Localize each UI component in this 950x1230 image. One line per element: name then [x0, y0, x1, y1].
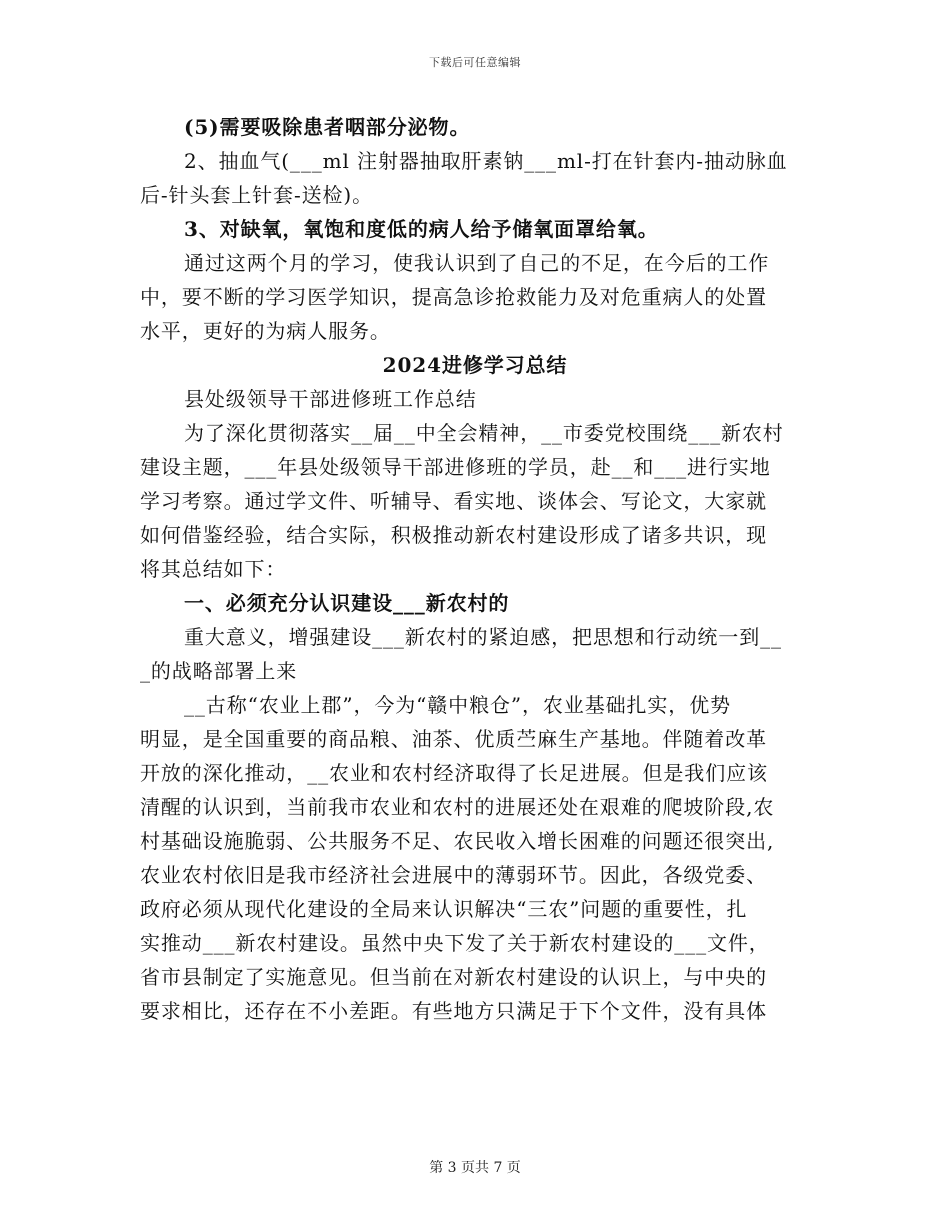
paragraph-line: 省市县制定了实施意见。但当前在对新农村建设的认识上，与中央的 — [140, 965, 767, 989]
paragraph-line: 中，要不断的学习医学知识，提高急诊抢救能力及对危重病人的处置 — [140, 285, 767, 309]
paragraph-line: 后-针头套上针套-送检)。 — [140, 183, 374, 207]
paragraph-line: 政府必须从现代化建设的全局来认识解决“三农”问题的重要性，扎 — [140, 897, 748, 921]
paragraph-line: 农业农村依旧是我市经济社会进展中的薄弱环节。因此，各级党委、 — [140, 863, 767, 887]
paragraph-line: 村基础设施脆弱、公共服务不足、农民收入增长困难的问题还很突出, — [140, 829, 775, 853]
page-header: 下载后可任意编辑 — [429, 56, 521, 69]
paragraph-line: 清醒的认识到，当前我市农业和农村的进展还处在艰难的爬坡阶段,农 — [140, 795, 775, 819]
document-body — [140, 110, 810, 1028]
section-heading-1: 一、必须充分认识建设___新农村的 — [184, 591, 510, 615]
paragraph-line: 实推动___新农村建设。虽然中央下发了关于新农村建设的___文件， — [140, 931, 770, 955]
list-item-5: (5)需要吸除患者咽部分泌物。 — [184, 115, 471, 139]
paragraph-line: 通过这两个月的学习，使我认识到了自己的不足，在今后的工作 — [184, 251, 770, 275]
page-footer: 第 3 页共 7 页 — [429, 1160, 521, 1176]
paragraph-line: 要求相比，还存在不小差距。有些地方只满足于下个文件，没有具体 — [140, 999, 767, 1023]
paragraph-line: 学习考察。通过学文件、听辅导、看实地、谈体会、写论文，大家就 — [140, 489, 767, 513]
paragraph-line: _的战略部署上来 — [140, 659, 298, 683]
paragraph-line: 为了深化贯彻落实__届__中全会精神，__市委党校围绕___新农村 — [184, 421, 784, 445]
paragraph-line: 明显，是全国重要的商品粮、油茶、优质苎麻生产基地。伴随着改革 — [140, 727, 767, 751]
paragraph-line: 开放的深化推动，__农业和农村经济取得了长足进展。但是我们应该 — [140, 761, 768, 785]
subtitle: 县处级领导干部进修班工作总结 — [184, 387, 477, 411]
paragraph-line: 建设主题，___年县处级领导干部进修班的学员，赴__和___进行实地 — [140, 455, 771, 479]
paragraph-line: __古称“农业上郡”，今为“赣中粮仓”，农业基础扎实，优势 — [184, 693, 731, 717]
list-item-3: 3、对缺氧，氧饱和度低的病人给予储氧面罩给氧。 — [184, 217, 659, 241]
paragraph-line: 2、抽血气(___ml 注射器抽取肝素钠___ml-打在针套内-抽动脉血 — [184, 149, 788, 173]
paragraph-line: 重大意义，增强建设___新农村的紧迫感，把思想和行动统一到__ — [184, 625, 782, 649]
paragraph-line: 将其总结如下： — [140, 557, 287, 581]
paragraph-line: 水平，更好的为病人服务。 — [140, 319, 391, 343]
section-title: 2024进修学习总结 — [382, 353, 568, 377]
paragraph-line: 如何借鉴经验，结合实际，积极推动新农村建设形成了诸多共识，现 — [140, 523, 767, 547]
